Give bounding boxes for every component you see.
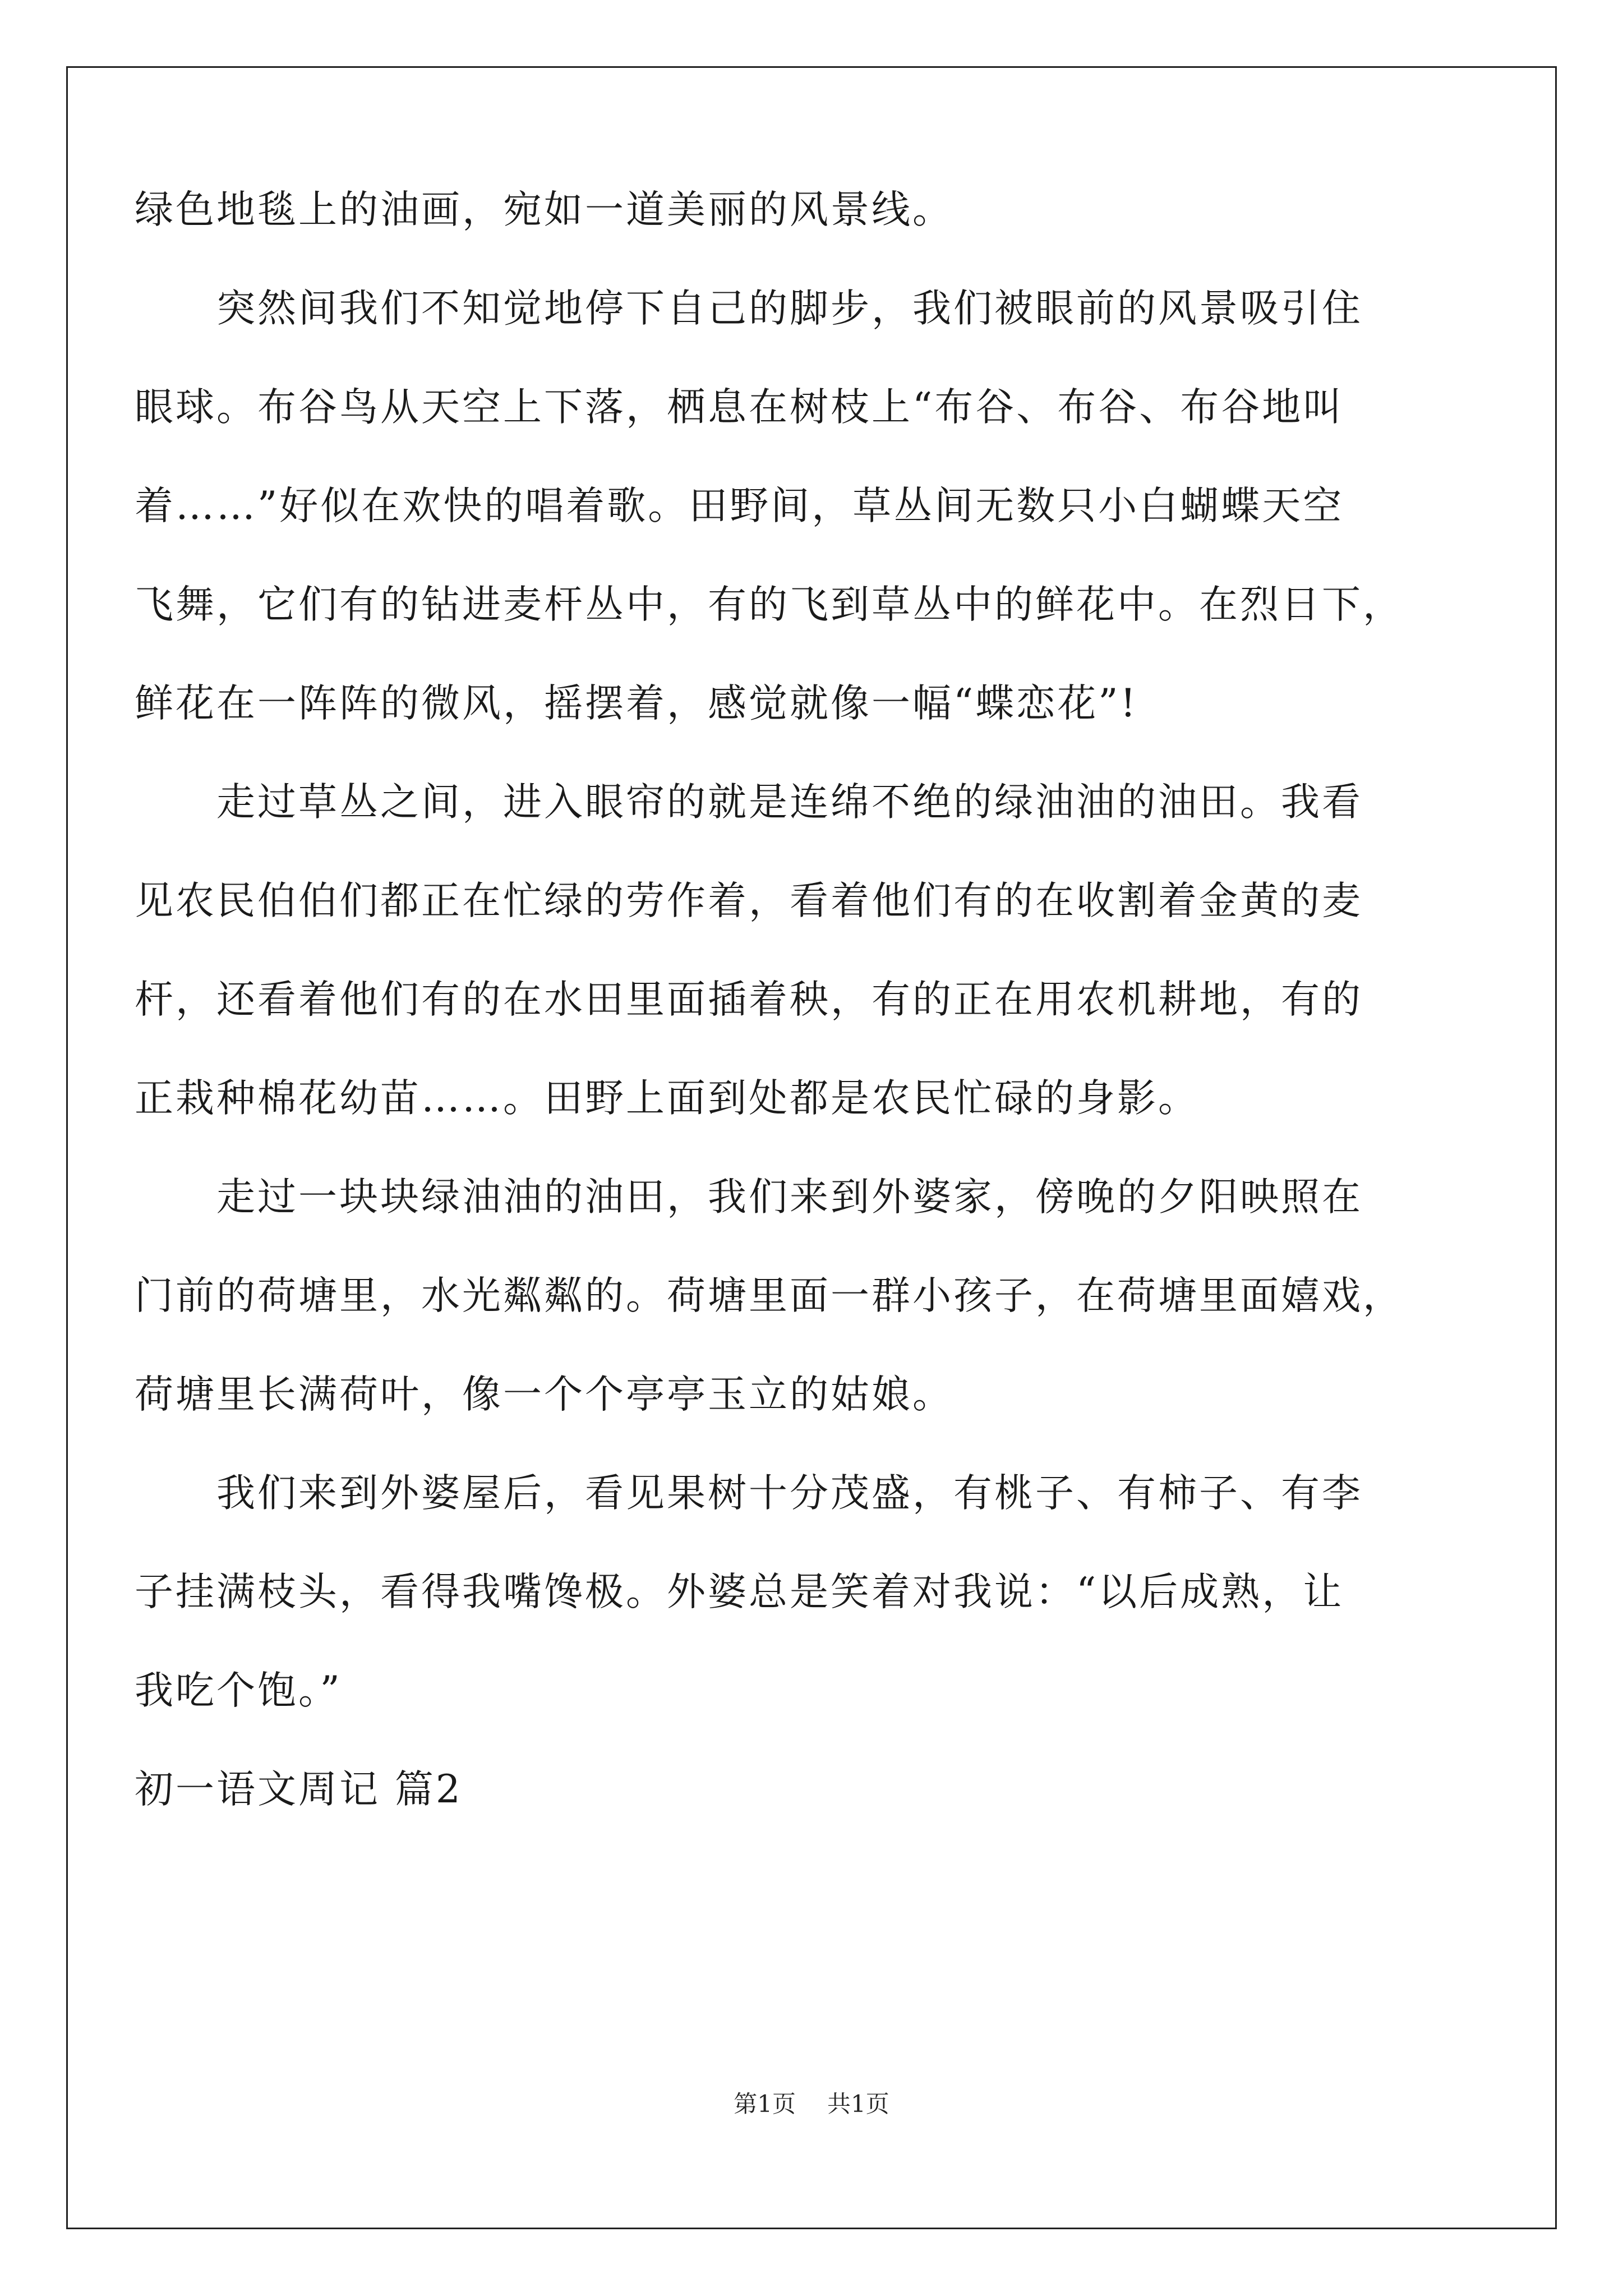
text-line: 飞舞，它们有的钻进麦杆丛中，有的飞到草丛中的鲜花中。在烈日下， (135, 582, 1404, 627)
text-line: 荷塘里长满荷叶，像一个个亭亭玉立的姑娘。 (135, 1372, 953, 1417)
page-footer (0, 2092, 1623, 2116)
paragraph-start-line: 突然间我们不知觉地停下自己的脚步，我们被眼前的风景吸引住 (216, 286, 1363, 331)
paragraph-start-line: 我们来到外婆屋后，看见果树十分茂盛，有桃子、有柿子、有李 (216, 1471, 1363, 1516)
text-line: 子挂满枝头，看得我嘴馋极。外婆总是笑着对我说：“以后成熟，让 (135, 1570, 1344, 1614)
text-line: 眼球。布谷鸟从天空上下落，栖息在树枝上“布谷、布谷、布谷地叫 (135, 385, 1344, 430)
text-line: 我吃个饱。” (135, 1668, 342, 1713)
paragraph-start-line: 走过草丛之间，进入眼帘的就是连绵不绝的绿油油的油田。我看 (216, 780, 1363, 825)
text-line: 绿色地毯上的油画，宛如一道美丽的风景线。 (135, 187, 953, 232)
text-line: 见农民伯伯们都正在忙绿的劳作着，看着他们有的在收割着金黄的麦 (135, 878, 1363, 923)
text-line: 杆，还看着他们有的在水田里面插着秧，有的正在用农机耕地，有的 (135, 977, 1363, 1022)
text-line: 正栽种棉花幼苗……。田野上面到处都是农民忙碌的身影。 (135, 1076, 1199, 1121)
paragraph-start-line: 走过一块块绿油油的油田，我们来到外婆家，傍晚的夕阳映照在 (216, 1175, 1363, 1220)
page-number: 第1页 (734, 2090, 796, 2118)
text-line: 门前的荷塘里，水光粼粼的。荷塘里面一群小孩子，在荷塘里面嬉戏， (135, 1273, 1404, 1318)
text-line: 着……”好似在欢快的唱着歌。田野间，草丛间无数只小白蝴蝶天空 (135, 484, 1344, 528)
text-line: 鲜花在一阵阵的微风，摇摆着，感觉就像一幅“蝶恋花”! (135, 681, 1138, 726)
total-pages: 共1页 (827, 2090, 889, 2118)
section-heading: 初一语文周记 篇2 (135, 1767, 463, 1812)
